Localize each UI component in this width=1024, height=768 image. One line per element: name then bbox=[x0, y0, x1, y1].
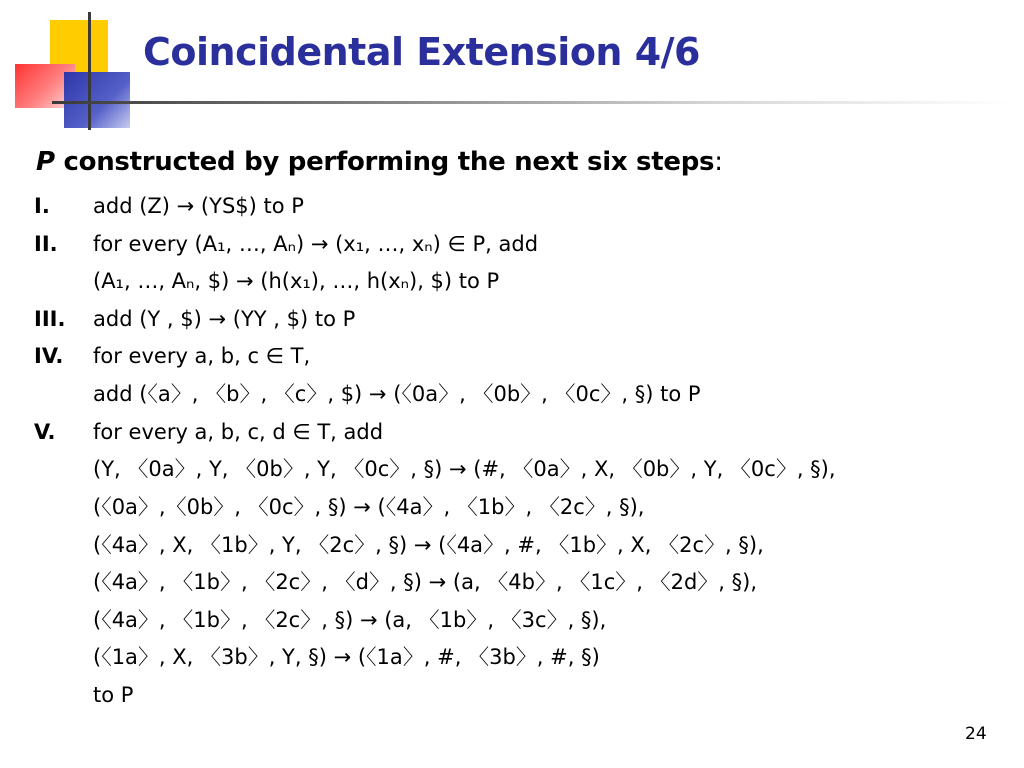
intro-variable: P bbox=[36, 147, 55, 177]
step-text: add (Z) → (YS$) to P bbox=[93, 194, 304, 218]
step-number: III. bbox=[34, 307, 66, 331]
step-text: (Y, 〈0a〉, Y, 〈0b〉, Y, 〈0c〉, §) → (#, 〈0a〉, X, 〈0b〉, Y, 〈0c〉, §), bbox=[93, 457, 836, 481]
page-number: 24 bbox=[965, 724, 987, 744]
step-number: I. bbox=[34, 194, 50, 218]
slide-title: Coincidental Extension 4/6 bbox=[143, 30, 700, 74]
step-text: (〈4a〉, X, 〈1b〉, Y, 〈2c〉, §) → (〈4a〉, #, 〈1b〉, X, 〈2c〉, §), bbox=[93, 533, 764, 557]
step-text: (〈4a〉, 〈1b〉, 〈2c〉, 〈d〉, §) → (a, 〈4b〉, 〈1c〉, 〈2d〉, §), bbox=[93, 570, 758, 594]
intro-colon: : bbox=[714, 147, 723, 177]
step-text: to P bbox=[93, 683, 134, 707]
step-text: (A₁, …, Aₙ, $) → (h(x₁), …, h(xₙ), $) to P bbox=[93, 269, 500, 293]
step-text: for every a, b, c, d ∈ T, add bbox=[93, 420, 384, 444]
step-text: for every a, b, c ∈ T, bbox=[93, 344, 311, 368]
step-text: add (〈a〉, 〈b〉, 〈c〉, $) → (〈0a〉, 〈0b〉, 〈0c〉, §) to P bbox=[93, 382, 701, 406]
title-underline bbox=[52, 101, 1012, 104]
step-number: II. bbox=[34, 232, 58, 256]
step-text: (〈1a〉, X, 〈3b〉, Y, §) → (〈1a〉, #, 〈3b〉, #, §) bbox=[93, 645, 600, 669]
step-number: IV. bbox=[34, 344, 64, 368]
step-text: (〈0a〉,〈0b〉, 〈0c〉, §) → (〈4a〉, 〈1b〉, 〈2c〉, §), bbox=[93, 495, 645, 519]
intro-line bbox=[36, 147, 723, 177]
decor-vertical-line bbox=[88, 12, 91, 130]
decor-blue-square bbox=[64, 72, 130, 128]
step-text: add (Y , $) → (YY , $) to P bbox=[93, 307, 356, 331]
step-text: (〈4a〉, 〈1b〉, 〈2c〉, §) → (a, 〈1b〉, 〈3c〉, §), bbox=[93, 608, 607, 632]
step-number: V. bbox=[34, 420, 56, 444]
intro-text: constructed by performing the next six steps bbox=[54, 147, 715, 177]
step-text: for every (A₁, …, Aₙ) → (x₁, …, xₙ) ∈ P, add bbox=[93, 232, 539, 256]
